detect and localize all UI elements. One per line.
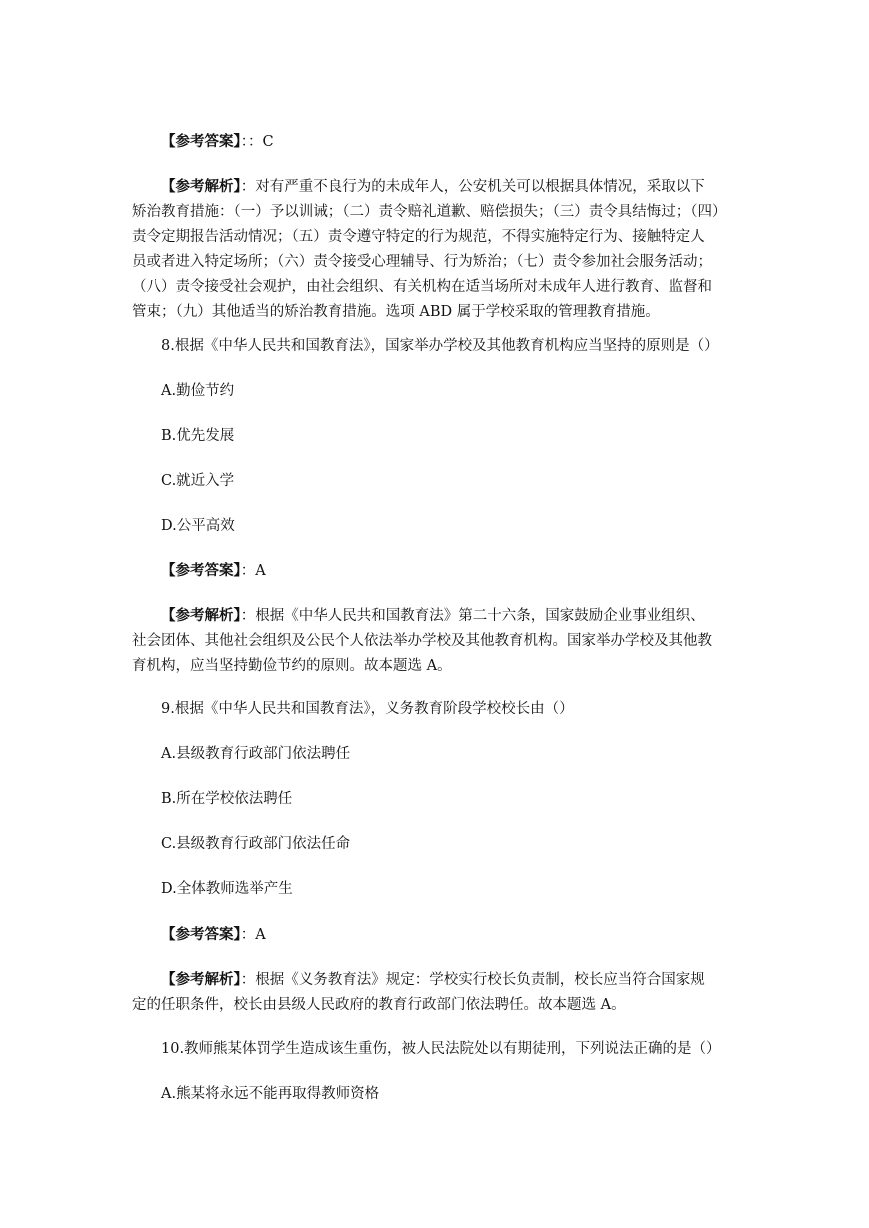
q7-explanation-line: 员或者进入特定场所；（六）责令接受心理辅导、行为矫治；（七）责令参加社会服务活动； [132,254,712,270]
q8-explanation-line: 【参考解析】：根据《中华人民共和国教育法》第二十六条，国家鼓励企业事业组织、 [161,608,705,624]
answer-label: 参考答案 [175,134,234,150]
q9-answer: 【参考答案】：A [161,927,266,943]
q8-explanation-line: 社会团体、其他社会组织及公民个人依法举办学校及其他教育机构。国家举办学校及其他教 [132,633,712,649]
q7-explanation-line: 【参考解析】：对有严重不良行为的未成年人，公安机关可以根据具体情况，采取以下 [161,179,705,195]
q7-answer: 【参考答案】：：C [161,134,274,150]
q9-option-b: B.所在学校依法聘任 [161,791,293,807]
explanation-label: 参考解析 [175,608,234,624]
q8-option-c: C.就近入学 [161,473,235,489]
answer-value: ：A [240,927,266,943]
q9-option-d: D.全体教师选举产生 [161,881,293,897]
answer-value: ：：C [240,134,274,150]
q10-question: 10.教师熊某体罚学生造成该生重伤，被人民法院处以有期徒刑，下列说法正确的是（） [161,1041,721,1057]
q10-option-a: A.熊某将永远不能再取得教师资格 [161,1086,380,1102]
q8-explanation-line: 育机构，应当坚持勤俭节约的原则。故本题选 A。 [132,658,452,674]
q8-option-a: A.勤俭节约 [161,383,235,399]
q7-explanation-line: 管束；（九）其他适当的矫治教育措施。选项 ABD 属于学校采取的管理教育措施。 [132,304,660,320]
answer-label: 参考答案 [175,927,234,943]
q7-explanation-line: （八）责令接受社会观护，由社会组织、有关机构在适当场所对未成年人进行教育、监督和 [132,279,712,295]
q9-option-c: C.县级教育行政部门依法任命 [161,836,351,852]
q8-option-b: B.优先发展 [161,428,235,444]
answer-value: ：A [240,563,266,579]
q9-explanation-line: 【参考解析】：根据《义务教育法》规定：学校实行校长负责制，校长应当符合国家规 [161,972,705,988]
q9-explanation-line: 定的任职条件，校长由县级人民政府的教育行政部门依法聘任。故本题选 A。 [132,997,626,1013]
q7-explanation-line: 责令定期报告活动情况；（五）责令遵守特定的行为规范，不得实施特定行为、接触特定人 [132,229,705,245]
answer-label: 参考答案 [175,563,234,579]
q8-option-d: D.公平高效 [161,518,235,534]
q8-answer: 【参考答案】：A [161,563,266,579]
explanation-label: 参考解析 [175,972,234,988]
q9-question: 9.根据《中华人民共和国教育法》，义务教育阶段学校校长由（） [161,701,574,717]
q7-explanation-line: 矫治教育措施：（一）予以训诫；（二）责令赔礼道歉、赔偿损失；（三）责令具结悔过；（四） [132,204,727,220]
explanation-label: 参考解析 [175,179,234,195]
q8-question: 8.根据《中华人民共和国教育法》，国家举办学校及其他教育机构应当坚持的原则是（） [161,338,719,354]
q9-option-a: A.县级教育行政部门依法聘任 [161,746,351,762]
